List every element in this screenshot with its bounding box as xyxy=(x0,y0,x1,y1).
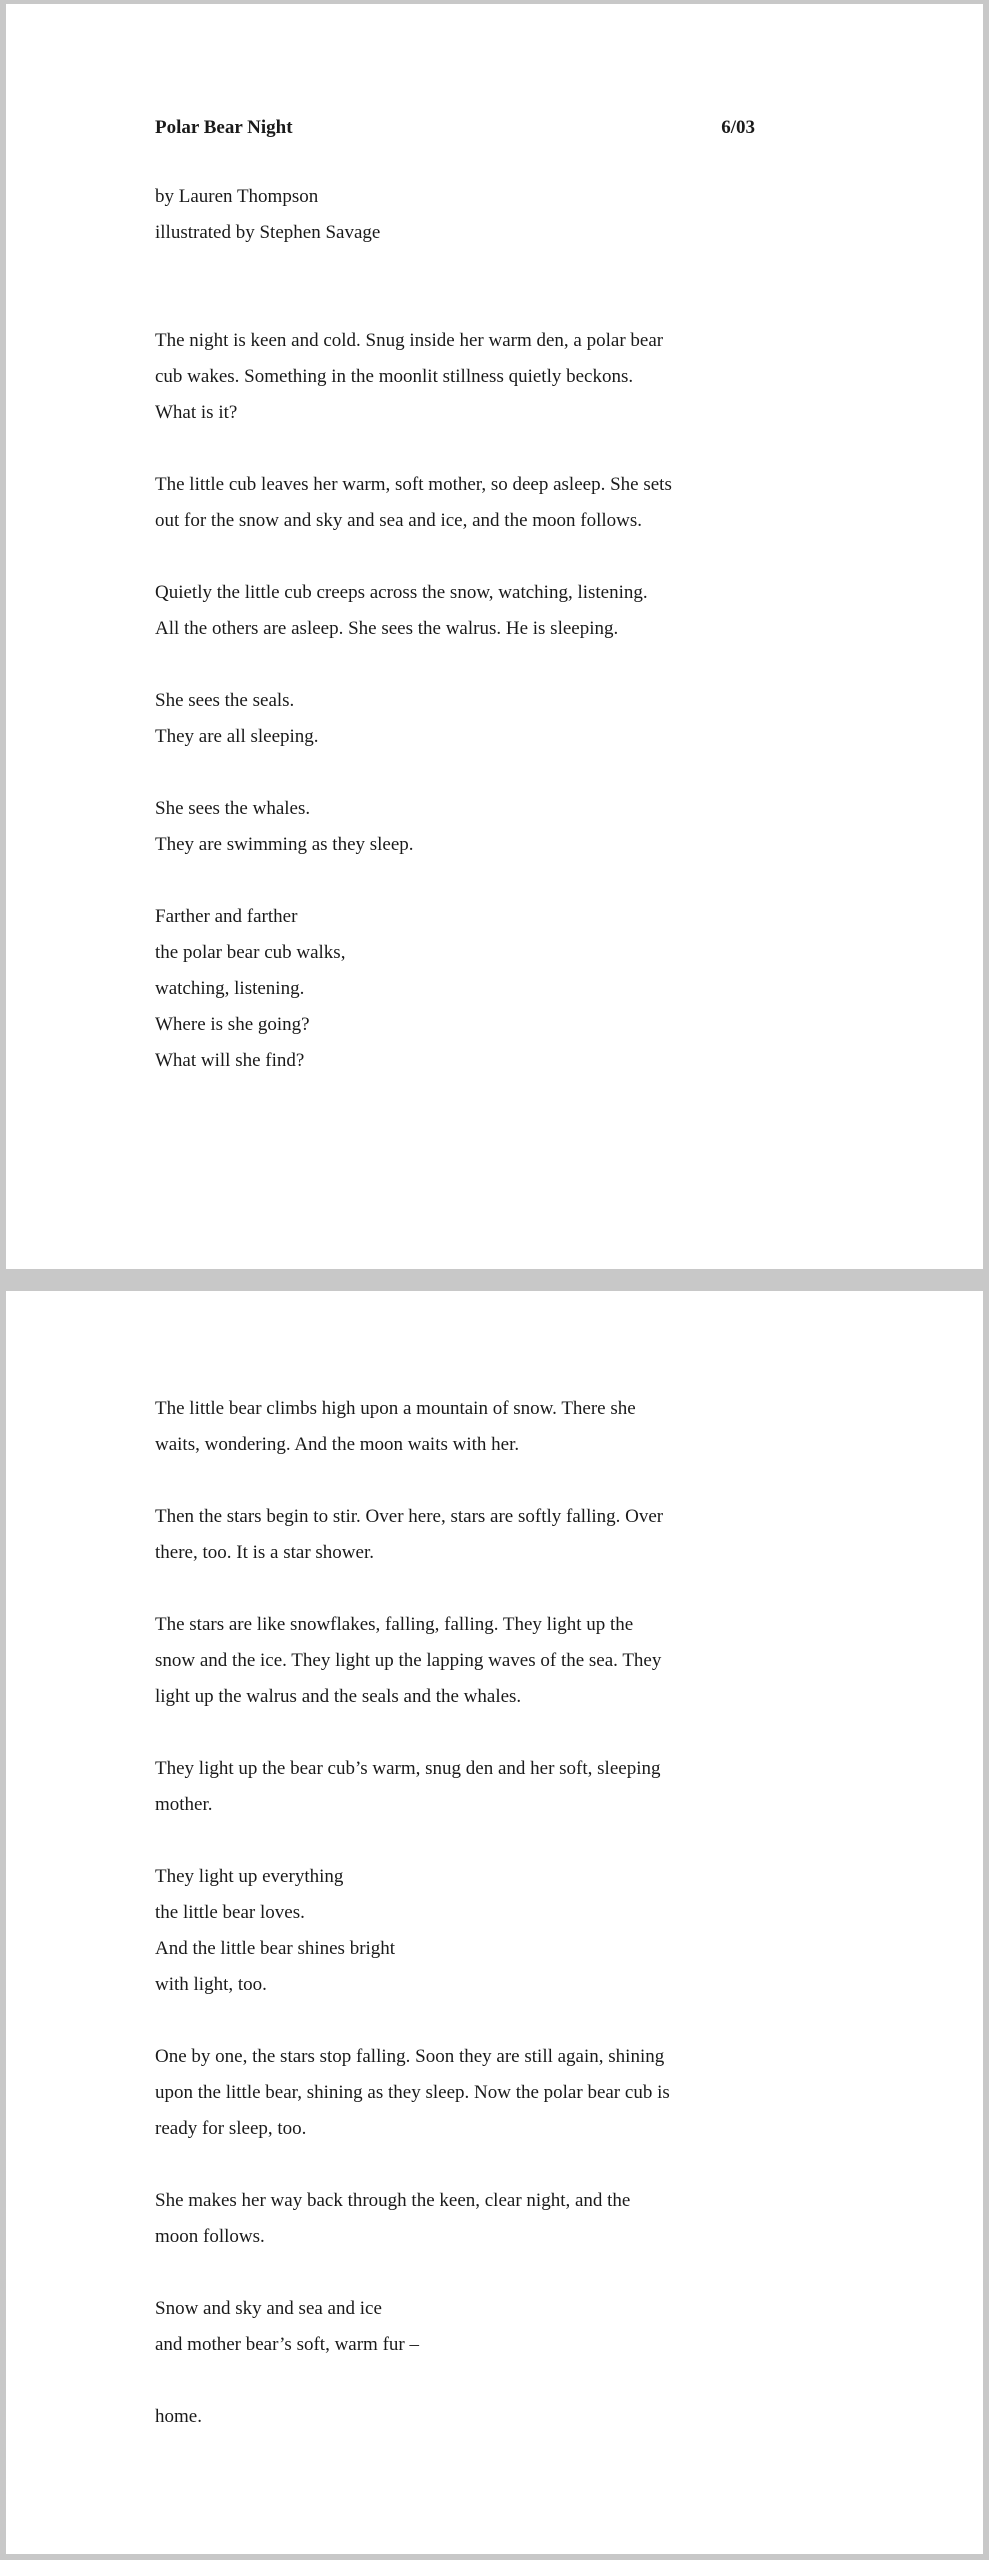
text-line: They light up everything xyxy=(155,1866,344,1887)
text-line: Farther and farther xyxy=(155,906,298,927)
text-line: And the little bear shines bright xyxy=(155,1938,396,1959)
document-date: 6/03 xyxy=(721,117,755,138)
text-line: The stars are like snowflakes, falling, falling. They light up the xyxy=(155,1614,634,1635)
text-line: What is it? xyxy=(155,402,238,423)
page-2-content xyxy=(155,1391,755,2435)
text-line: waits, wondering. And the moon waits with her. xyxy=(155,1434,520,1455)
text-line: the little bear loves. xyxy=(155,1902,305,1923)
paragraph xyxy=(155,1607,755,1715)
text-line: moon follows. xyxy=(155,2226,265,2247)
text-line: out for the snow and sky and sea and ice, and the moon follows. xyxy=(155,510,643,531)
paragraph xyxy=(155,1859,755,2003)
text-line: One by one, the stars stop falling. Soon they are still again, shining xyxy=(155,2046,665,2067)
paragraph xyxy=(155,1391,755,1463)
document-page-2 xyxy=(6,1291,983,2554)
text-line: She sees the whales. xyxy=(155,798,311,819)
paragraph xyxy=(155,467,755,539)
text-line: What will she find? xyxy=(155,1050,305,1071)
text-line: The little bear climbs high upon a mountain of snow. There she xyxy=(155,1398,636,1419)
paragraph xyxy=(155,683,755,755)
text-line: home. xyxy=(155,2406,202,2427)
text-line: the polar bear cub walks, xyxy=(155,942,346,963)
text-line: They are all sleeping. xyxy=(155,726,319,747)
author-line: by Lauren Thompson xyxy=(155,186,319,207)
text-line: upon the little bear, shining as they sleep. Now the polar bear cub is xyxy=(155,2082,670,2103)
text-line: Snow and sky and sea and ice xyxy=(155,2298,382,2319)
text-line: Where is she going? xyxy=(155,1014,310,1035)
text-line: The night is keen and cold. Snug inside her warm den, a polar bear xyxy=(155,330,664,351)
text-line: snow and the ice. They light up the lapping waves of the sea. They xyxy=(155,1650,662,1671)
document-header xyxy=(155,110,755,146)
text-line: She makes her way back through the keen, clear night, and the xyxy=(155,2190,631,2211)
document-page-1 xyxy=(6,4,983,1269)
paragraph xyxy=(155,2291,755,2363)
paragraph xyxy=(155,1751,755,1823)
paragraph xyxy=(155,899,755,1079)
paragraph xyxy=(155,323,755,431)
page-1-content xyxy=(155,110,755,1079)
illustrator-line: illustrated by Stephen Savage xyxy=(155,222,381,243)
paragraph xyxy=(155,791,755,863)
page-1-body xyxy=(155,323,755,1079)
page-2-body xyxy=(155,1391,755,2435)
text-line: ready for sleep, too. xyxy=(155,2118,307,2139)
text-line: and mother bear’s soft, warm fur – xyxy=(155,2334,419,2355)
paragraph xyxy=(155,2399,755,2435)
text-line: She sees the seals. xyxy=(155,690,295,711)
text-line: watching, listening. xyxy=(155,978,305,999)
byline xyxy=(155,179,755,251)
paragraph xyxy=(155,1499,755,1571)
text-line: with light, too. xyxy=(155,1974,267,1995)
document-title: Polar Bear Night xyxy=(155,117,293,138)
text-line: cub wakes. Something in the moonlit stillness quietly beckons. xyxy=(155,366,634,387)
text-line: The little cub leaves her warm, soft mother, so deep asleep. She sets xyxy=(155,474,672,495)
text-line: there, too. It is a star shower. xyxy=(155,1542,374,1563)
text-line: light up the walrus and the seals and the whales. xyxy=(155,1686,522,1707)
text-line: They are swimming as they sleep. xyxy=(155,834,414,855)
text-line: They light up the bear cub’s warm, snug den and her soft, sleeping xyxy=(155,1758,661,1779)
text-line: Quietly the little cub creeps across the snow, watching, listening. xyxy=(155,582,648,603)
paragraph xyxy=(155,575,755,647)
text-line: mother. xyxy=(155,1794,213,1815)
text-line: Then the stars begin to stir. Over here, stars are softly falling. Over xyxy=(155,1506,664,1527)
paragraph xyxy=(155,2039,755,2147)
text-line: All the others are asleep. She sees the walrus. He is sleeping. xyxy=(155,618,619,639)
paragraph xyxy=(155,2183,755,2255)
